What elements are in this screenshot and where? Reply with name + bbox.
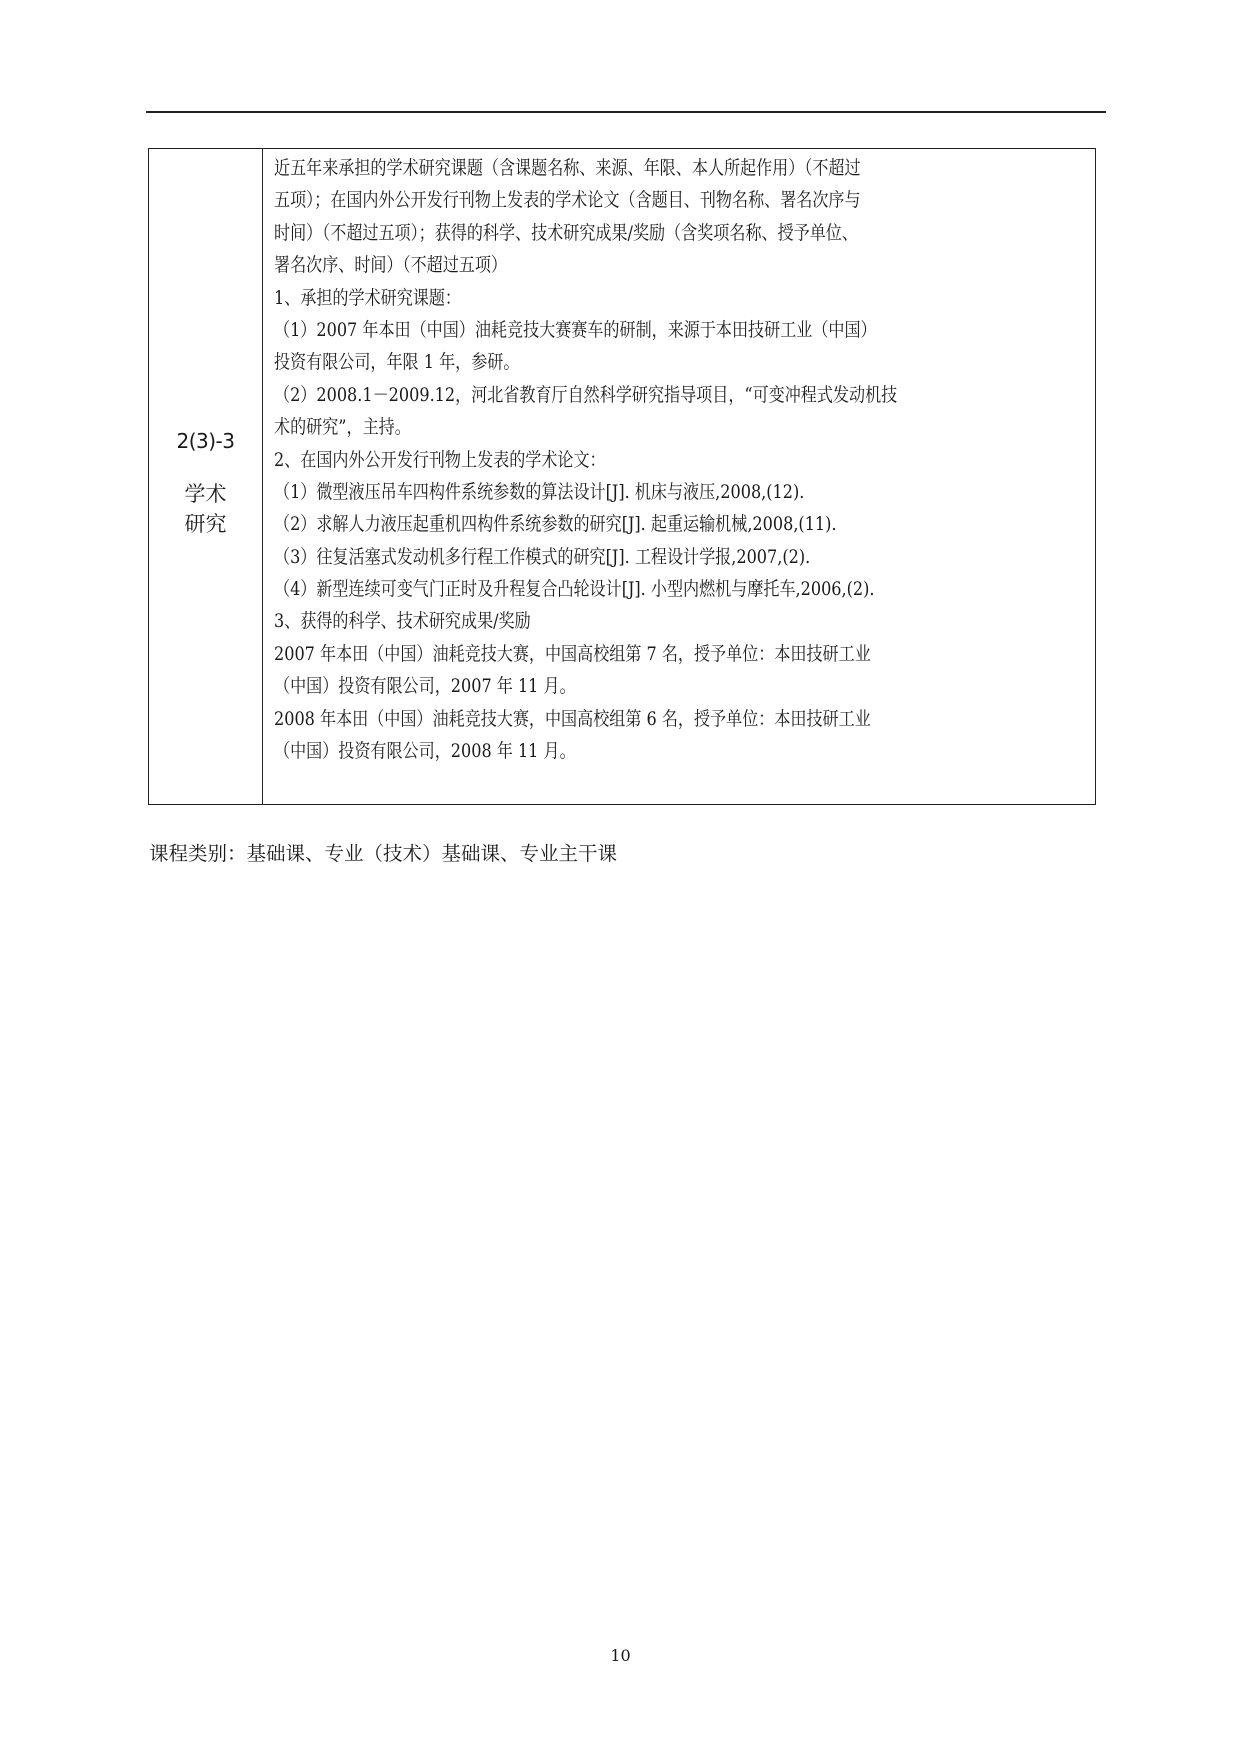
column-divider [262, 149, 263, 804]
content-line: （4）新型连续可变气门正时及升程复合凸轮设计[J]. 小型内燃机与摩托车,2006,(2). [274, 578, 875, 601]
content-line: （中国）投资有限公司，2007 年 11 月。 [274, 675, 576, 698]
page-number: 10 [610, 1646, 631, 1665]
section-title-line: 学术 [184, 482, 227, 506]
content-line: （2）2008.1－2009.12，河北省教育厅自然科学研究指导项目，“可变冲程式发动机技 [274, 383, 898, 406]
section-code: 2(3)-3 [176, 429, 235, 453]
content-line: 时间）（不超过五项）；获得的科学、技术研究成果/奖励（含奖项名称、授予单位、 [274, 221, 858, 244]
content-line: 2007 年本田（中国）油耗竞技大赛，中国高校组第 7 名，授予单位：本田技研工业 [274, 642, 871, 665]
section-title-line: 研究 [184, 512, 227, 536]
content-line: （1）微型液压吊车四构件系统参数的算法设计[J]. 机床与液压,2008,(12). [274, 480, 805, 503]
content-line: 术的研究”，主持。 [274, 416, 411, 439]
section-label-cell [149, 149, 262, 804]
content-line: 2008 年本田（中国）油耗竞技大赛，中国高校组第 6 名，授予单位：本田技研工业 [274, 707, 871, 730]
content-line: 2、在国内外公开发行刊物上发表的学术论文： [274, 448, 606, 471]
content-line: （3）往复活塞式发动机多行程工作模式的研究[J]. 工程设计学报,2007,(2). [274, 545, 811, 568]
content-line: （中国）投资有限公司，2008 年 11 月。 [274, 740, 576, 763]
content-line: 近五年来承担的学术研究课题（含课题名称、来源、年限、本人所起作用）（不超过 [274, 157, 861, 179]
research-content-cell [274, 152, 1234, 767]
content-line: （1）2007 年本田（中国）油耗竞技大赛赛车的研制，来源于本田技研工业（中国） [274, 318, 877, 341]
section-title [149, 479, 262, 539]
academic-research-table [148, 148, 1096, 805]
content-line: 1、承担的学术研究课题： [274, 286, 462, 309]
content-line: 署名次序、时间）（不超过五项） [274, 254, 508, 277]
content-line: （2）求解人力液压起重机四构件系统参数的研究[J]. 起重运输机械,2008,(11). [274, 513, 837, 536]
content-line: 投资有限公司，年限 1 年，参研。 [274, 351, 520, 374]
content-line: 五项）；在国内外公开发行刊物上发表的学术论文（含题目、刊物名称、署名次序与 [274, 189, 861, 212]
header-rule [146, 111, 1106, 113]
course-category-note: 课程类别：基础课、专业（技术）基础课、专业主干课 [149, 842, 618, 865]
content-line: 3、获得的科学、技术研究成果/奖励 [274, 610, 531, 633]
